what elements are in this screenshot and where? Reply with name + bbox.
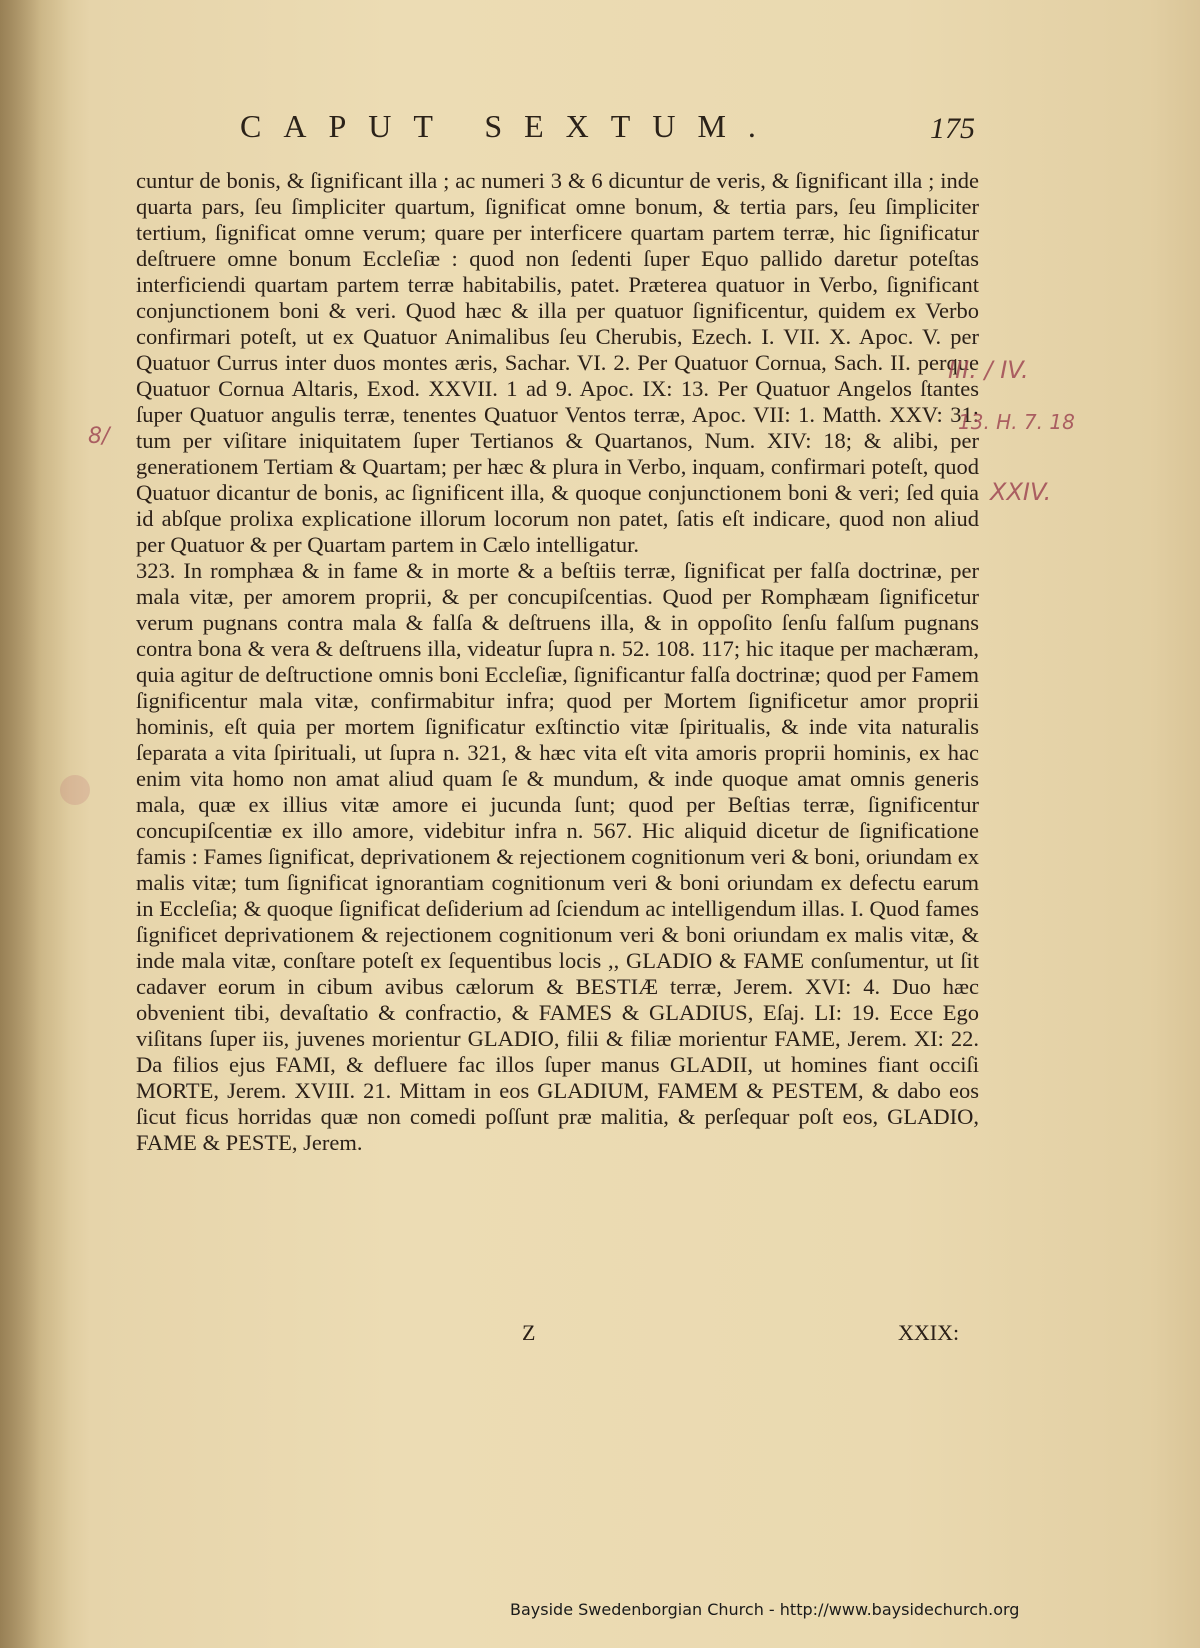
- margin-note-1: III. / IV.: [948, 356, 1029, 384]
- margin-note-2: 13. H. 7. 18: [958, 410, 1075, 434]
- body-text: [136, 168, 979, 1156]
- margin-note-4: 8/: [88, 424, 110, 449]
- paragraph-continued: cuntur de bonis, & ſignificant illa ; ac numeri 3 & 6 dicuntur de veris, & ſignificant illa ; inde quarta pars, ſeu ſimpliciter quartum, ſignificat omne bonum, & tertia pars, ſeu ſimpliciter tertium, ſignificat omne verum; quare per interficere quartam partem terræ, hic ſignificatur deſtruere omne bonum Eccleſiæ : quod non ſedenti ſuper Equo pallido daretur poteſtas interficiendi quartam partem terræ habitabilis, patet. Præterea quatuor in Verbo, ſignificant conjunctionem boni & veri. Quod hæc & illa per quatuor ſignificentur, quidem ex Verbo confirmari poteſt, ut ex Quatuor Animalibus ſeu Cherubis, Ezech. I. VII. X. Apoc. V. per Quatuor Currus inter duos montes æris, Sachar. VI. 2. Per Quatuor Cornua, Sach. II. perque Quatuor Cornua Altaris, Exod. XXVII. 1 ad 9. Apoc. IX: 13. Per Quatuor Angelos ſtantes ſuper Quatuor angulis terræ, tenentes Quatuor Ventos terræ, Apoc. VII: 1. Matth. XXV: 31: tum per viſitare iniquitatem ſuper Tertianos & Quartanos, Num. XIV: 18; & alibi, per generationem Tertiam & Quartam; per hæc & plura in Verbo, inquam, confirmari poteſt, quod Quatuor dicantur de bonis, ac ſignificent illa, & quoque conjunctionem boni & veri; ſed quia id abſque prolixa explicatione illorum locorum non patet, ſatis eſt indicare, quod non aliud per Quatuor & per Quartam partem in Cælo intelligatur.: [136, 168, 979, 557]
- catchword: XXIX:: [898, 1320, 960, 1345]
- paragraph-323: 323. In romphæa & in fame & in morte & a beſtiis terræ, ſignificat per falſa doctrinæ, per mala vitæ, per amorem proprii, & per concupiſcentias. Quod per Romphæam ſignificetur verum pugnans contra mala & falſa & deſtruens illa, & in oppoſito ſenſu falſum pugnans contra bona & vera & deſtruens illa, videatur ſupra n. 52. 108. 117; hic itaque per machæram, quia agitur de deſtructione omnis boni Eccleſiæ, ſignificantur falſa doctrinæ; quod per Famem ſignificentur mala vitæ, confirmabitur infra; quod per Mortem ſignificetur amor proprii hominis, eſt quia per mortem ſignificatur exſtinctio vitæ ſpiritualis, & inde vita naturalis ſeparata a vita ſpirituali, ut ſupra n. 321, & hæc vita eſt vita amoris proprii hominis, ex hac enim vita homo non amat aliud quam ſe & mundum, & inde quoque amat omnis generis mala, quæ ex illius vitæ amore ei jucunda ſunt; quod per Beſtias terræ, ſignificentur concupiſcentiæ ex illo amore, videbitur infra n. 567. Hic aliquid dicetur de ſignificatione famis : Fames ſignificat, deprivationem & rejectionem cognitionum veri & boni, oriundam ex malis vitæ; tum ſignificat ignorantiam cognitionum veri & boni oriundam ex defectu earum in Eccleſia; & quoque ſignificat deſiderium ad ſciendum ac intelligendum illas. I. Quod fames ſignificet deprivationem & rejectionem cognitionum veri & boni oriundam ex malis vitæ, & inde mala vitæ, conſtare poteſt ex ſequentibus locis ,, GLADIO & FAME conſumentur, ut ſit cadaver eorum in cibum avibus cælorum & BESTIÆ terræ, Jerem. XVI: 4. Duo hæc obvenient tibi, devaſtatio & confractio, & FAMES & GLADIUS, Eſaj. LI: 19. Ecce Ego viſitans ſuper iis, juvenes morientur GLADIO, filii & filiæ morientur FAME, Jerem. XI: 22. Da filios ejus FAMI, & defluere fac illos ſuper manus GLADII, ut homines fiant occiſi MORTE, Jerem. XVIII. 21. Mittam in eos GLADIUM, FAMEM & PESTEM, & dabo eos ſicut ficus horridas quæ non comedi poſſunt præ malitia, & perſequar poſt eos, GLADIO, FAME & PESTE, Jerem.: [136, 558, 979, 1155]
- signature-mark: Z: [522, 1320, 536, 1345]
- page-gutter-shadow: [0, 0, 70, 1648]
- page-header: [185, 108, 975, 160]
- page-number: 175: [930, 112, 975, 145]
- margin-note-3: XXIV.: [990, 478, 1052, 506]
- credit-watermark: Bayside Swedenborgian Church - http://www.baysidechurch.org: [510, 1600, 1020, 1619]
- running-title: CAPUT SEXTUM.: [240, 108, 778, 144]
- ink-stain: [60, 775, 90, 805]
